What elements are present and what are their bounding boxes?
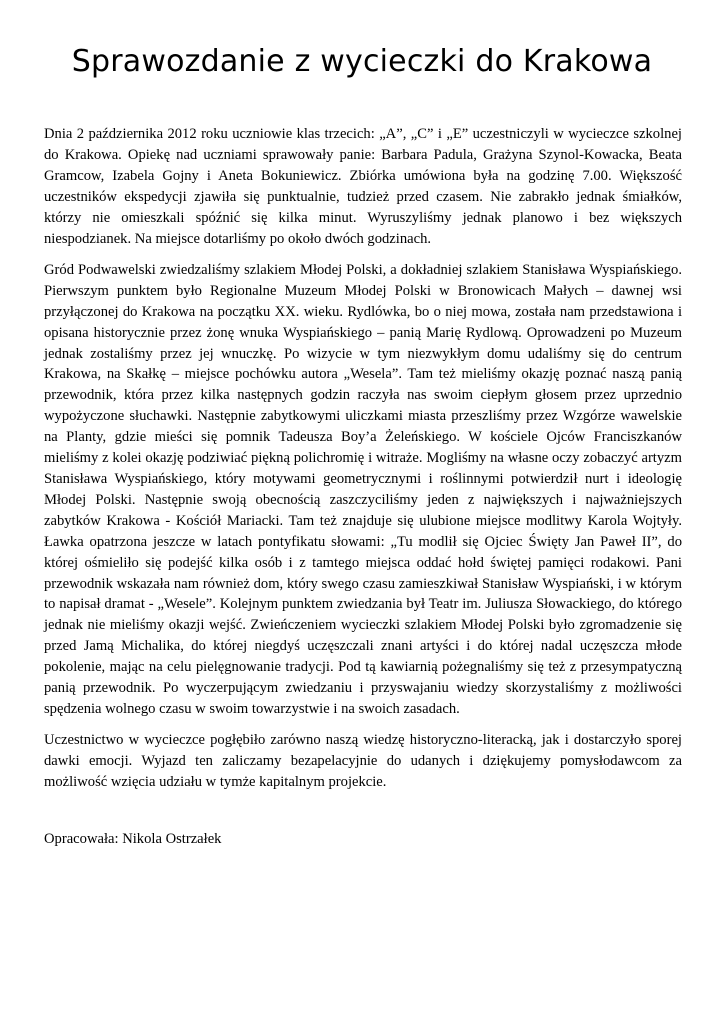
paragraph-summary: Uczestnictwo w wycieczce pogłębiło zarówno naszą wiedzę historyczno-literacką, jak i dostarczyło sporej dawki emocji. Wyjazd ten zaliczamy bezapelacyjnie do udanych i dziękujemy pomysłodawcom za możliwość wzięcia udziału w tymże kapitalnym projekcie.	[44, 732, 682, 791]
document-body	[44, 124, 682, 804]
paragraph-itinerary: Gród Podwawelski zwiedzaliśmy szlakiem Młodej Polski, a dokładniej szlakiem Stanisława Wyspiańskiego. Pierwszym punktem było Regionalne Muzeum Młodej Polski w Bronowicach Małych – dawnej wsi przyłączonej do Krakowa na początku XX. wieku. Rydlówka, bo o niej mowa, została nam przedstawiona i opisana historycznie przez żonę wnuka Wyspiańskiego – panią Marię Rydlową. Oprowadzeni po Muzeum jednak zostaliśmy przez jej wnuczkę. Po wizycie w tym niezwykłym domu udaliśmy się do centrum Krakowa, na Skałkę – miejsce pochówku autora „Wesela”. Tam też mieliśmy okazję poznać naszą panią przewodnik, która przez kilka następnych godzin raczyła nas swoim ciepłym głosem przez uprzednio wypożyczone słuchawki. Następnie zabytkowymi uliczkami miasta przeszliśmy przez Wzgórze wawelskie na Planty, gdzie mieści się pomnik Tadeusza Boy’a Żeleńskiego. W kościele Ojców Franciszkanów mieliśmy z kolei okazję podziwiać piękną polichromię i witraże. Mogliśmy na własne oczy zobaczyć artyzm Stanisława Wyspiańskiego, który motywami geometrycznymi i roślinnymi potwierdził nurt i ideologię Młodej Polski. Następnie swoją obecnością zaszczyciliśmy jeden z największych i najważniejszych zabytków Krakowa - Kościół Mariacki. Tam też znajduje się ulubione miejsce modlitwy Karola Wojtyły. Ławka opatrzona jeszcze w latach pontyfikatu słowami: „Tu modlił się Ojciec Święty Jan Paweł II”, do której ośmieliło się podejść kilka osób i z tamtego miejsca oddać hołd świętej pamięci rodakowi. Pani przewodnik wskazała nam również dom, który swego czasu zamieszkiwał Stanisław Wyspiański, i w którym to napisał dramat - „Wesele”. Kolejnym punktem zwiedzania był Teatr im. Juliusza Słowackiego, do którego jednak nie mieliśmy okazji wejść. Zwieńczeniem wycieczki szlakiem Młodej Polski było zgromadzenie się przed Jamą Michalika, do której niegdyś uczęszczali znani artyści i do której nadal uczęszcza młode pokolenie, mając na celu pielęgnowanie tradycji. Pod tą kawiarnią pożegnaliśmy się też z przesympatyczną panią przewodnik. Po wyczerpującym zwiedzaniu i przyswajaniu wiedzy skorzystaliśmy z możliwości spędzenia wolnego czasu w swoim towarzystwie i na swoich zasadach.	[44, 261, 682, 717]
document-title: Sprawozdanie z wycieczki do Krakowa	[71, 44, 653, 79]
paragraph-intro: Dnia 2 października 2012 roku uczniowie klas trzecich: „A”, „C” i „E” uczestniczyli w wycieczce szkolnej do Krakowa. Opiekę nad uczniami sprawowały panie: Barbara Padula, Grażyna Szynol-Kowacka, Beata Gramcow, Izabela Gojny i Aneta Bokuniewicz. Zbiórka umówiona była na godzinę 7.00. Większość uczestników ekspedycji zjawiła się punktualnie, tudzież przed czasem. Nie zabrakło jednak śmiałków, którzy nie omieszkali spóźnić się kilka minut. Wyruszyliśmy jednak planowo i bez większych niespodzianek. Na miejsce dotarliśmy po około dwóch godzinach.	[44, 126, 682, 247]
author-signature: Opracowała: Nikola Ostrzałek	[44, 831, 222, 847]
